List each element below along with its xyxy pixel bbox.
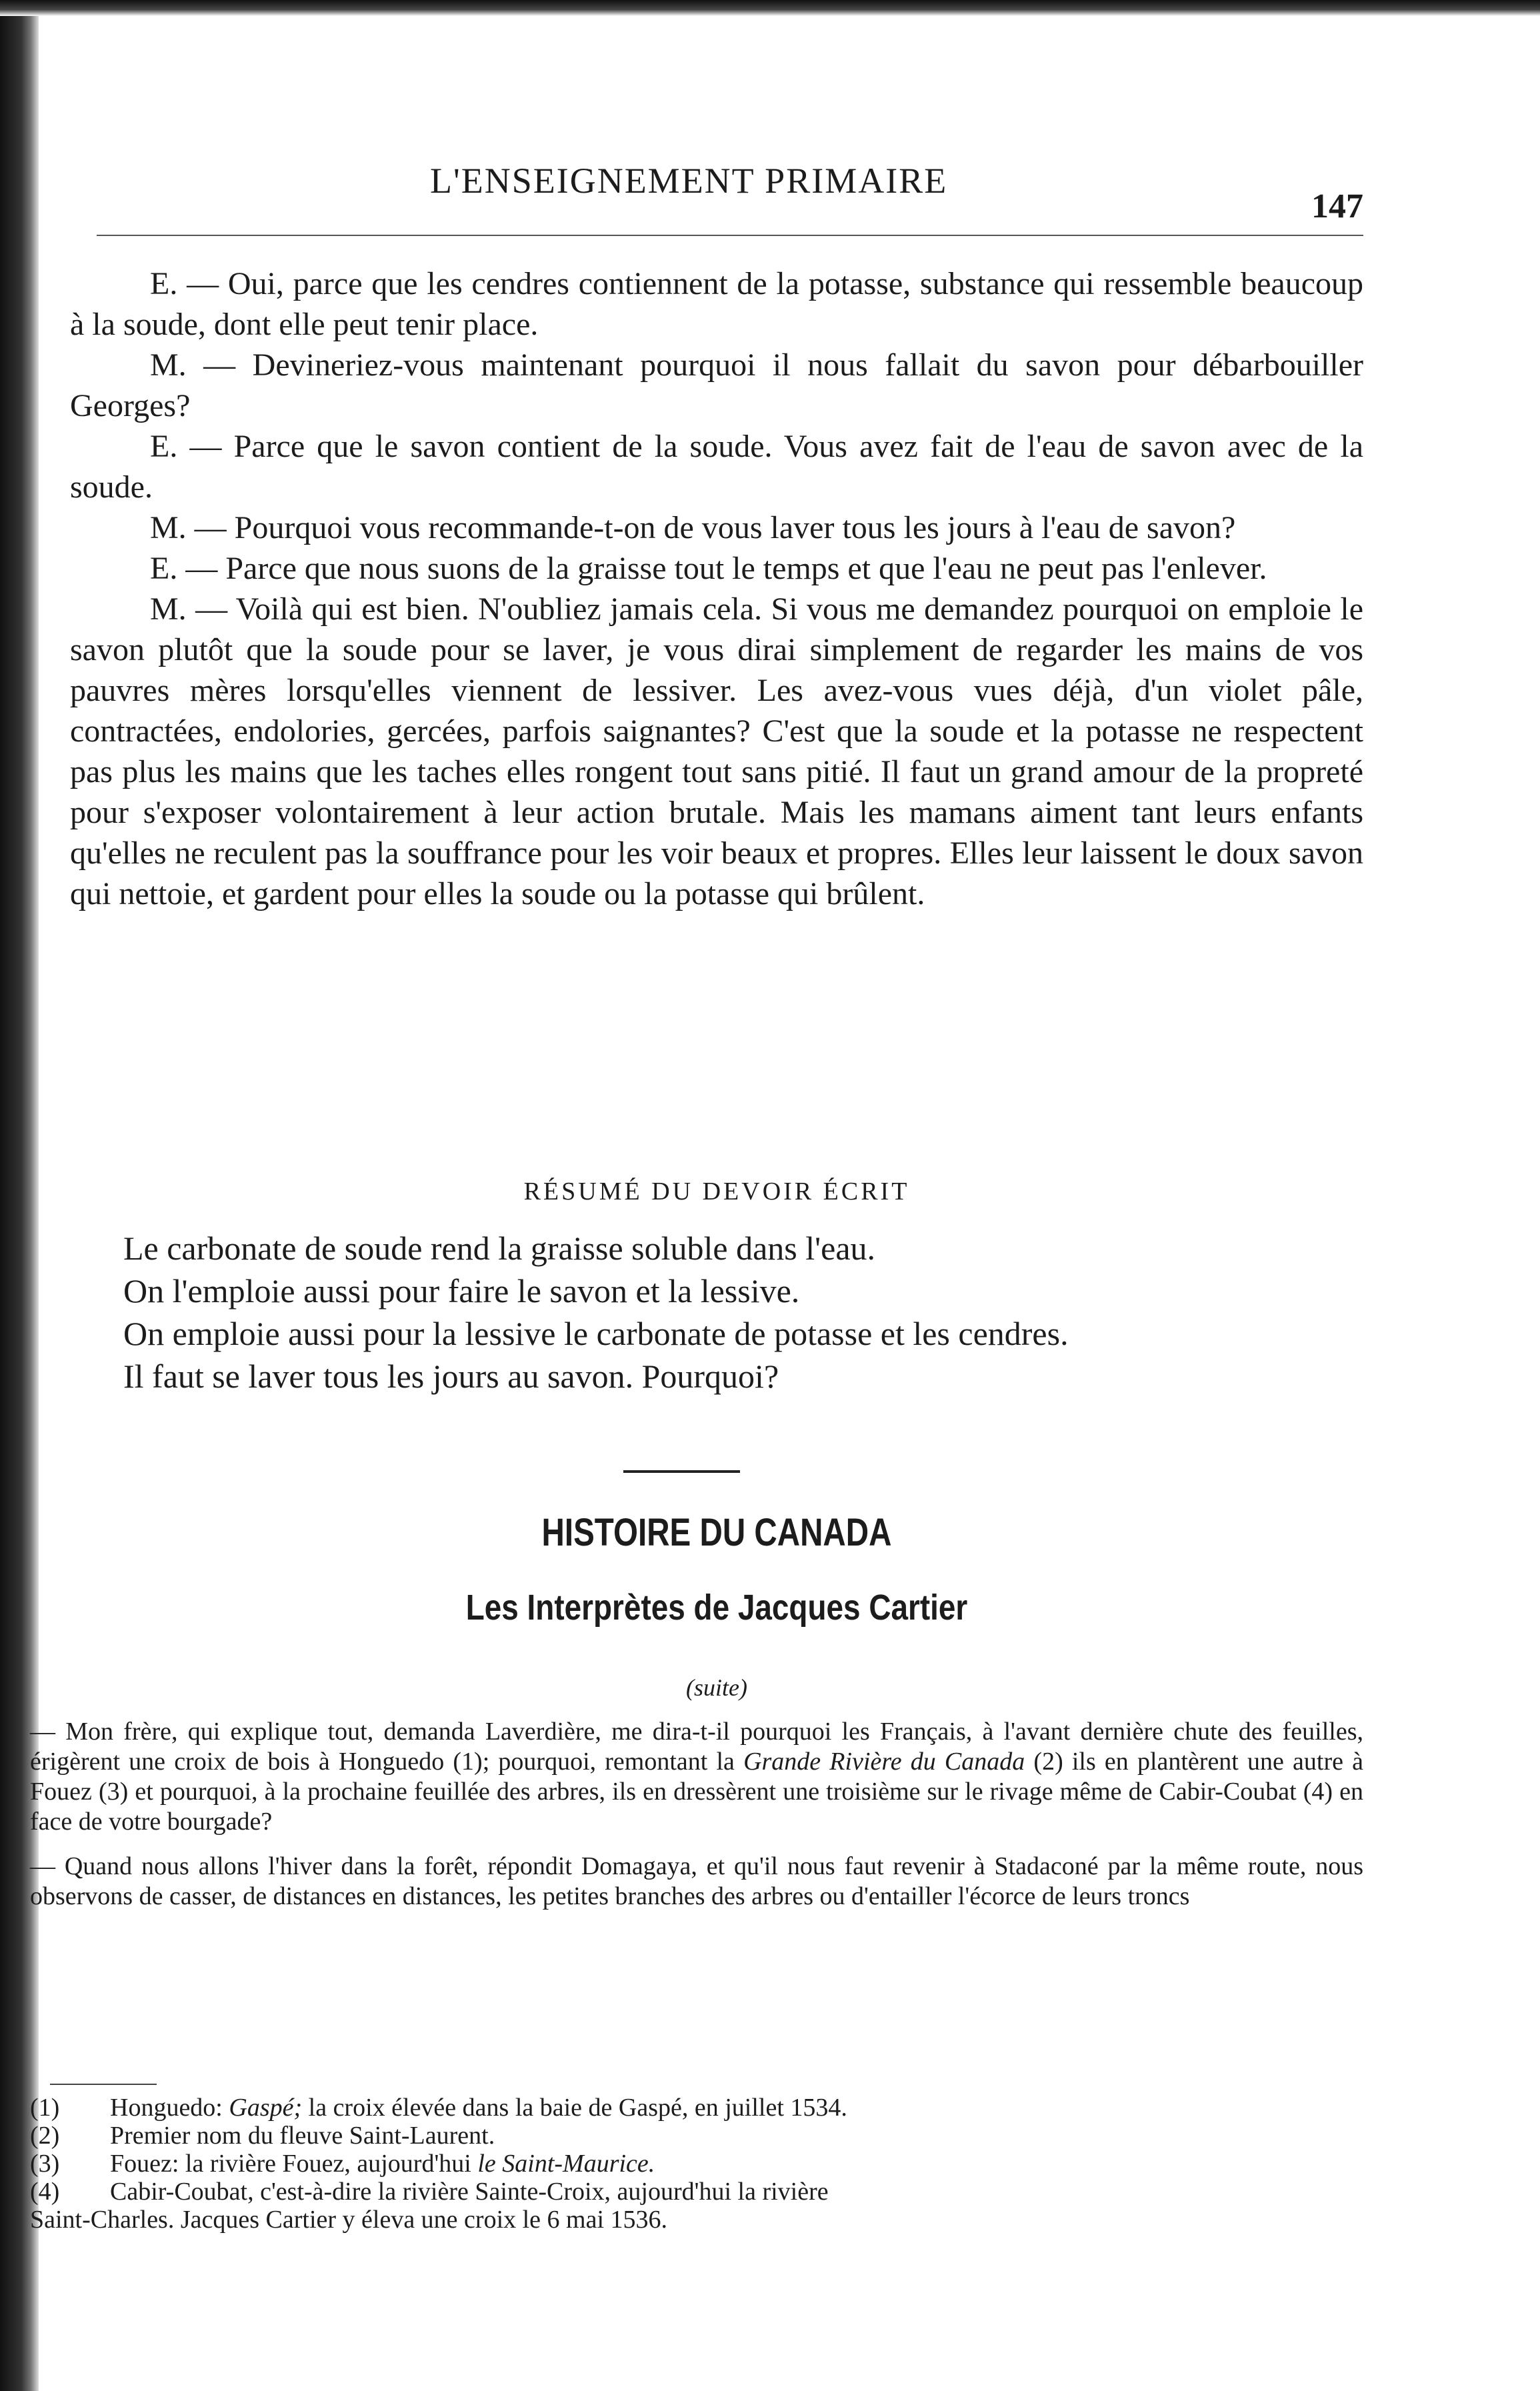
summary-title: RÉSUMÉ DU DEVOIR ÉCRIT: [523, 1177, 910, 1206]
dialogue-paragraph: M. — Voilà qui est bien. N'oubliez jamais cela. Si vous me demandez pourquoi on emploie le savon plutôt que la soude pour se laver, je vous dirai simplement de regarder les mains de vos pauvres mères lorsqu'elles viennent de lessiver. Les avez-vous vues déjà, d'un violet pâle, contractées, endolories, gercées, parfois saignantes? C'est que la soude et la potasse ne respectent pas plus les mains que les taches elles rongent tout sans pitié. Il faut un grand amour de la propreté pour s'exposer volontairement à leur action brutale. Mais les mamans aiment tant leurs enfants qu'elles ne reculent pas la souffrance pour les voir beaux et propres. Elles leur laissent le doux savon qui nettoie, et gardent pour elles la soude ou la potasse qui brûlent.: [70, 591, 1363, 911]
scan-top-shadow: [0, 0, 1540, 16]
dialogue-paragraph: E. — Oui, parce que les cendres contiennent de la potasse, substance qui ressemble beaucoup à la soude, dont elle peut tenir place.: [70, 266, 1363, 342]
running-title: L'ENSEIGNEMENT PRIMAIRE: [430, 161, 948, 201]
scan-binding-shadow: [0, 0, 39, 2391]
subsection-title: Les Interprètes de Jacques Cartier: [465, 1588, 968, 1628]
narrative-paragraph: — Quand nous allons l'hiver dans la forêt, répondit Domagaya, et qu'il nous faut revenir à Stadaconé par la même route, nous observons de casser, de distances en distances, les petites branches des arbres ou d'entailler l'écorce de leurs troncs: [30, 1852, 1363, 1910]
footnote: (1) Honguedo: Gaspé; la croix élevée dans la baie de Gaspé, en juillet 1534.: [30, 2094, 847, 2122]
section-separator: [623, 1470, 740, 1473]
footnotes: [30, 2094, 1363, 2234]
section-title: HISTOIRE DU CANADA: [541, 1511, 892, 1554]
narrative-paragraph: — Mon frère, qui explique tout, demanda Laverdière, me dira-t-il pourquoi les Français, à l'avant dernière chute des feuilles, érigèrent une croix de bois à Honguedo (1); pourquoi, remontant la Grande Rivière du Canada (2) ils en plantèrent une autre à Fouez (3) et pourquoi, à la prochaine feuillée des arbres, ils en dressèrent une troisième sur le rivage même de Cabir-Coubat (4) en face de votre bourgade?: [30, 1718, 1363, 1836]
footnote: (2) Premier nom du fleuve Saint-Laurent.: [30, 2122, 495, 2150]
footnote-continuation: Saint-Charles. Jacques Cartier y éleva une croix le 6 mai 1536.: [30, 2206, 668, 2234]
summary-line: On emploie aussi pour la lessive le carbonate de potasse et les cendres.: [123, 1315, 1069, 1352]
summary-line: Il faut se laver tous les jours au savon. Pourquoi?: [123, 1358, 779, 1395]
page-header: [70, 120, 1363, 225]
dialogue-paragraph: M. — Devineriez-vous maintenant pourquoi il nous fallait du savon pour débarbouiller Georges?: [70, 347, 1363, 423]
narrative-section: [30, 1717, 1363, 1926]
footnote: (4) Cabir-Coubat, c'est-à-dire la rivière Sainte-Croix, aujourd'hui la rivière: [30, 2178, 829, 2206]
dialogue-paragraph: M. — Pourquoi vous recommande-t-on de vous laver tous les jours à l'eau de savon?: [150, 510, 1236, 545]
dialogue-paragraph: E. — Parce que nous suons de la graisse tout le temps et que l'eau ne peut pas l'enlever.: [150, 551, 1267, 586]
suite-label: (suite): [686, 1674, 747, 1701]
summary-line: Le carbonate de soude rend la graisse soluble dans l'eau.: [123, 1230, 876, 1267]
footnote-rule: [50, 2084, 157, 2085]
dialogue-section: [70, 263, 1363, 914]
footnote: (3) Fouez: la rivière Fouez, aujourd'hui le Saint-Maurice.: [30, 2150, 655, 2178]
document-page: [30, 120, 1363, 2234]
page-number: 147: [1311, 187, 1363, 225]
summary-line: On l'emploie aussi pour faire le savon et la lessive.: [123, 1272, 800, 1310]
header-rule: [97, 235, 1363, 236]
dialogue-paragraph: E. — Parce que le savon contient de la soude. Vous avez fait de l'eau de savon avec de la soude.: [70, 429, 1363, 505]
summary-section: [123, 1227, 1350, 1398]
